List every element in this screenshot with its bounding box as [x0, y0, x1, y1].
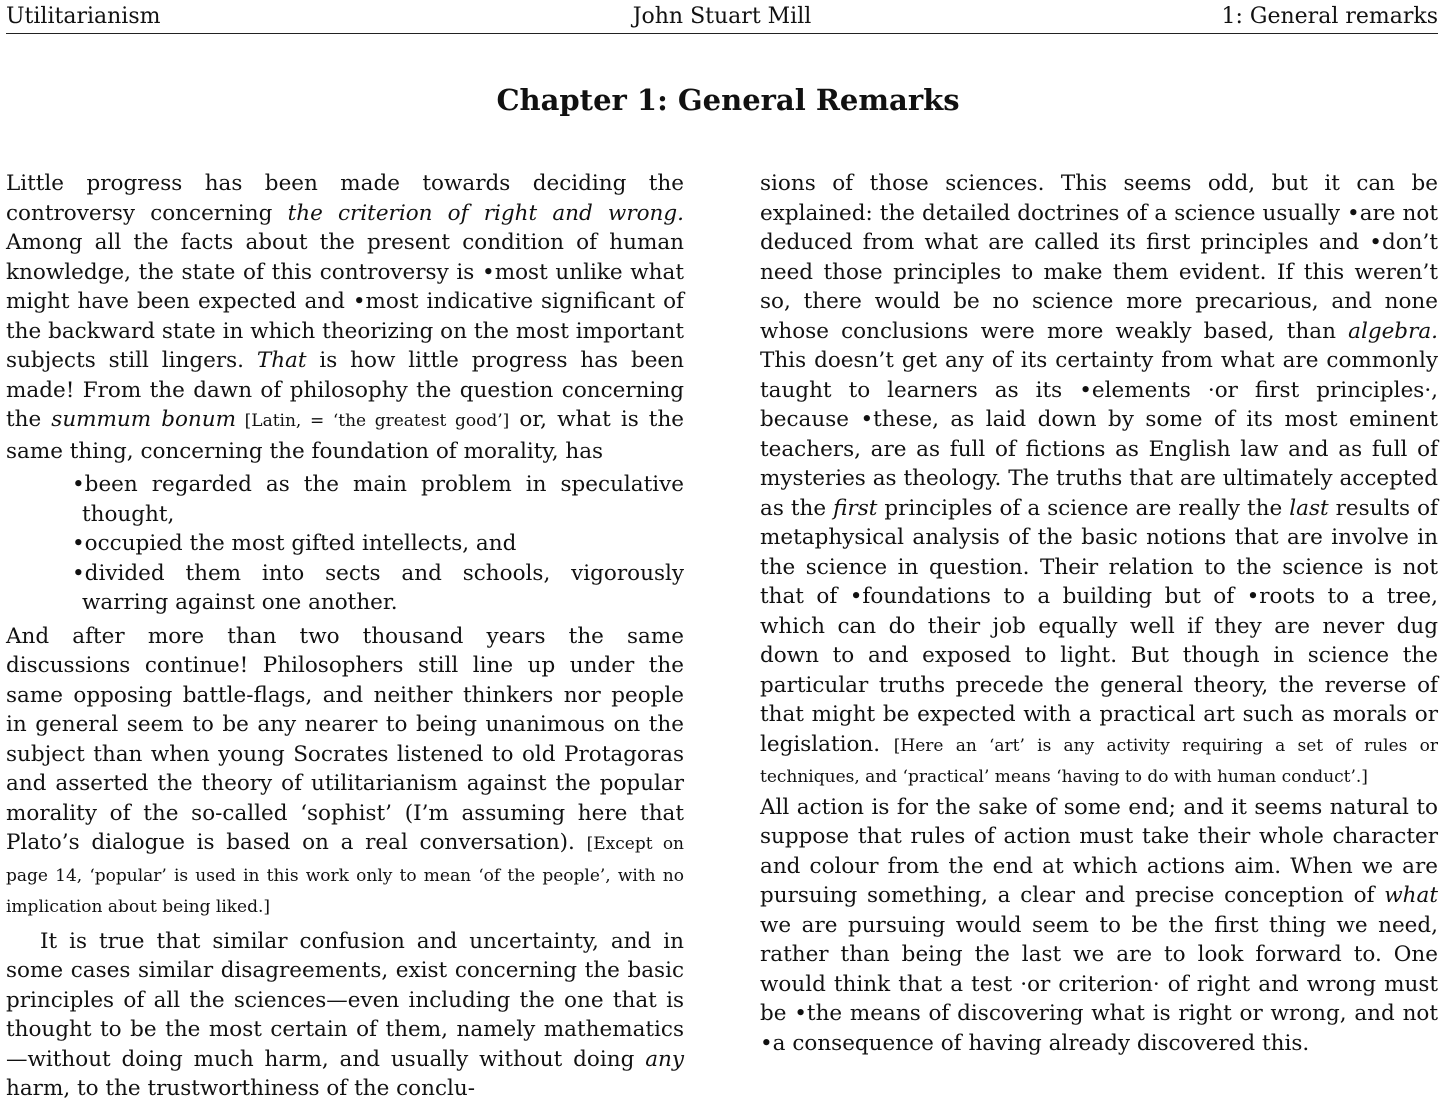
running-header: [6, 3, 1438, 34]
text-run: is how little progress has been made! From the dawn of philosophy the question concerning the: [6, 348, 685, 432]
paragraph-continuation: [760, 169, 1438, 793]
text-run: or, what is the same thing, concerning the foundation of morality, has: [6, 407, 685, 464]
chapter-title: Chapter 1: General Remarks: [496, 83, 960, 117]
italic-run: any: [645, 1046, 684, 1072]
header-chapter: 1: General remarks: [1221, 4, 1438, 29]
text-run: results of metaphysical analysis of the basic notions that are involve in the science in question. Their relation to the science is not that of •foundations to a building but of •roots to a tree, which can do their job equally well if they are never dug down to and exposed to light. But though in science the particular truths precede the general theory, the reverse of that might be expected with a practical art such as morals or legislation.: [760, 495, 1438, 757]
paragraph-1: [6, 169, 684, 466]
italic-run: That: [256, 348, 307, 373]
text-run: we are pursuing would seem to be the first thing we need, rather than being the last we are to look forward to. One would think that a test ·or criterion· of right and wrong must be •the means of discovering what is right or wrong, and not •a consequence of having already discovered this.: [760, 912, 1438, 1056]
text-run: It is true that similar confusion and uncertainty, and in some cases similar disagreements, exist concerning the basic principles of all the sciences—even including the one that is thought to be the most certain of them, namely mathematics—without doing much harm, and usually without doing: [6, 928, 684, 1072]
italic-run: first: [833, 495, 878, 521]
text-run: harm, to the trustworthiness of the conclu-: [6, 1076, 476, 1101]
text-run: And after more than two thousand years the same discussions continue! Philosophers still line up under the same opposing battle-flags, and neither thinkers nor people in general seem to be any nearer to being unanimous on the subject than when young Socrates listened to old Protagoras and asserted the theory of utilitarianism against the popular morality of the so-called ‘sophist’ (I’m assuming here that Plato’s dialogue is based on a real conversation).: [6, 623, 684, 855]
left-column: [6, 169, 684, 1104]
list-item: •divided them into sects and schools, vigorously warring against one another.: [72, 560, 684, 615]
list-item: •been regarded as the main problem in speculative thought,: [72, 472, 684, 527]
text-run: principles of a science are really the: [877, 495, 1290, 521]
header-book-title: Utilitarianism: [6, 4, 161, 29]
italic-run: the criterion of right and wrong.: [287, 200, 684, 226]
text-run: sions of those sciences. This seems odd, but it can be explained: the detailed doctrines of a science usually •are not deduced from what are called its first principles and •don’t need those principles to make them evident. If this weren’t so, there would be no science more precarious, and none whose conclusions were more weakly based, than: [760, 171, 1438, 344]
bracket-note: [Here an ‘art’ is any activity requiring a set of rules or techniques, and ‘practical’ means ‘having to do with human conduct’.]: [760, 735, 1438, 787]
header-author: John Stuart Mill: [632, 4, 812, 29]
bracket-note: [Except on page 14, ‘popular’ is used in this work only to mean ‘of the people’, with no implication about being liked.]: [6, 834, 685, 917]
text-run: All action is for the sake of some end; and it seems natural to suppose that rules of action must take their whole character and colour from the end at which actions aim. When we are pursuing something, a clear and precise conception of: [760, 794, 1438, 908]
list-item: •occupied the most gifted intellects, and: [72, 531, 517, 556]
bracket-note: [Latin, = ‘the greatest good’]: [236, 411, 510, 431]
paragraph-2: [6, 622, 684, 923]
text-run: Among all the facts about the present condition of human knowledge, the state of this controversy is •most unlike what might have been expected and •most indicative significant of the backward state in which theorizing on the most important subjects still lingers.: [6, 230, 684, 373]
paragraph-3: [6, 927, 684, 1104]
text-run: This doesn’t get any of its certainty from what are commonly taught to learners as its •elements ·or first principles·, because •these, as laid down by some of its most eminent teachers, are as full of fictions as English law and as full of mysteries as theology. The truths that are ultimately accepted as the: [760, 348, 1438, 521]
text-run: Little progress has been made towards deciding the controversy concerning: [6, 171, 684, 226]
italic-run: summum bonum: [51, 407, 237, 432]
italic-run: what: [1384, 883, 1438, 908]
bullet-list: [72, 470, 684, 618]
paragraph-4: [760, 793, 1438, 1059]
italic-run: last: [1289, 495, 1329, 521]
italic-run: algebra.: [1348, 318, 1438, 344]
right-column: [760, 169, 1438, 1058]
